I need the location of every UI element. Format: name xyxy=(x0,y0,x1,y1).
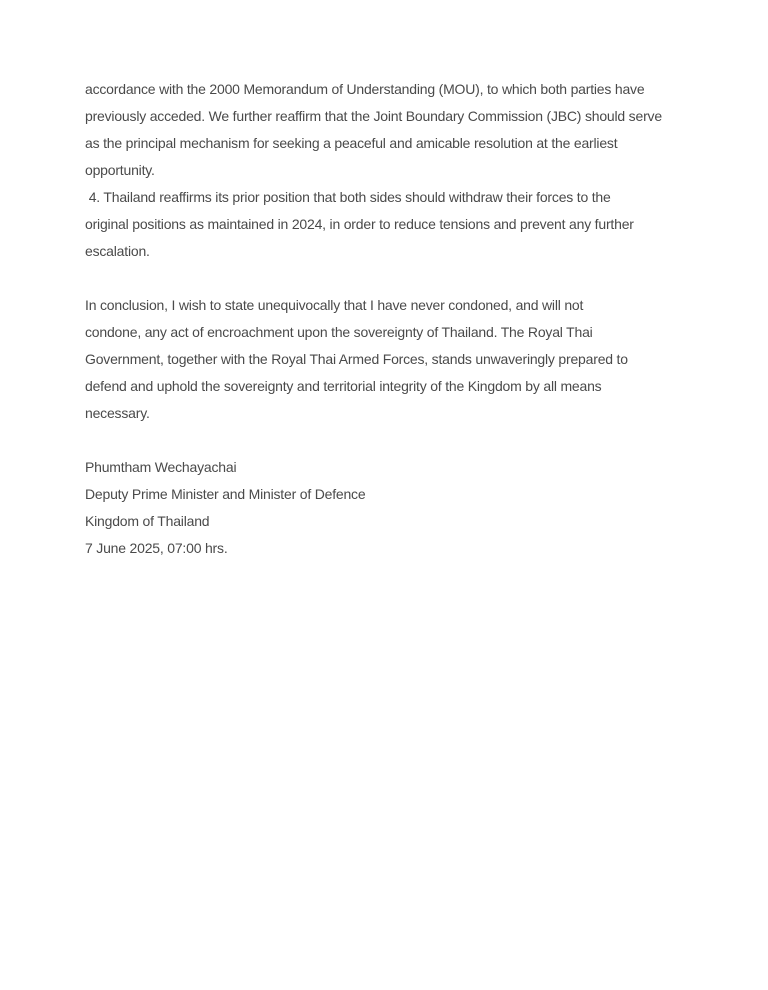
text-line: 4. Thailand reaffirms its prior position that both sides should withdraw their forces to the xyxy=(85,189,611,205)
text-line: Phumtham Wechayachai xyxy=(85,459,237,475)
text-line: necessary. xyxy=(85,405,150,421)
text-line: In conclusion, I wish to state unequivocally that I have never condoned, and will not xyxy=(85,297,584,313)
paragraph-mou-jbc xyxy=(85,76,685,184)
text-line: accordance with the 2000 Memorandum of Understanding (MOU), to which both parties have xyxy=(85,81,645,97)
paragraph-conclusion xyxy=(85,292,685,427)
text-line: Deputy Prime Minister and Minister of Defence xyxy=(85,486,366,502)
text-line: defend and uphold the sovereignty and territorial integrity of the Kingdom by all means xyxy=(85,378,602,394)
text-line: Kingdom of Thailand xyxy=(85,513,210,529)
text-line: 7 June 2025, 07:00 hrs. xyxy=(85,540,228,556)
text-line: escalation. xyxy=(85,243,150,259)
text-line: Government, together with the Royal Thai Armed Forces, stands unwaveringly prepared to xyxy=(85,351,628,367)
text-line: previously acceded. We further reaffirm that the Joint Boundary Commission (JBC) should serve xyxy=(85,108,662,124)
text-line: condone, any act of encroachment upon the sovereignty of Thailand. The Royal Thai xyxy=(85,324,593,340)
paragraph-point-4 xyxy=(85,184,685,265)
text-line: original positions as maintained in 2024, in order to reduce tensions and prevent any further xyxy=(85,216,634,232)
document-text xyxy=(85,76,685,562)
signature-block xyxy=(85,454,685,562)
text-line: as the principal mechanism for seeking a peaceful and amicable resolution at the earliest xyxy=(85,135,618,151)
text-line: opportunity. xyxy=(85,162,155,178)
